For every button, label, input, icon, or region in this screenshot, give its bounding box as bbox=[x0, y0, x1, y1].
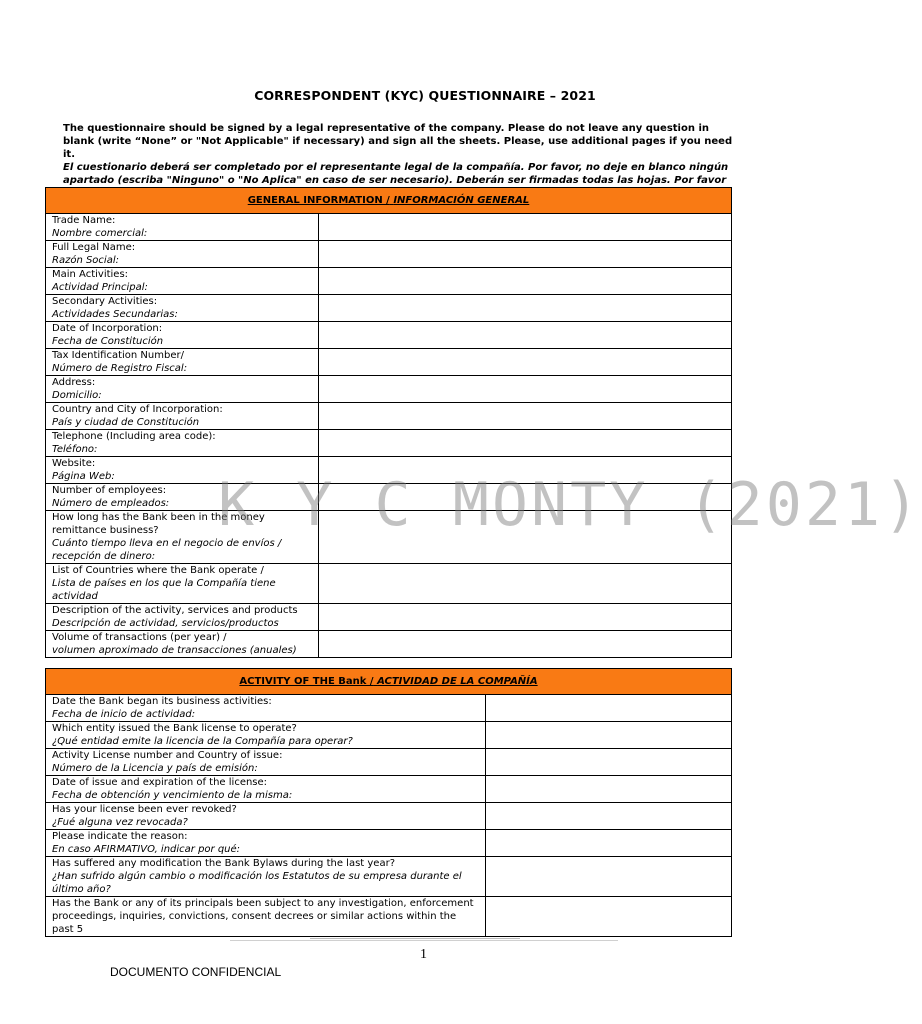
footer-divider bbox=[230, 940, 618, 941]
answer-field[interactable] bbox=[319, 604, 732, 631]
answer-field[interactable] bbox=[486, 857, 732, 897]
bank-activity-heading bbox=[46, 669, 732, 695]
form-row bbox=[46, 403, 732, 430]
field-label-spanish: Domicilio: bbox=[52, 390, 102, 401]
form-row bbox=[46, 484, 732, 511]
field-label-english: List of Countries where the Bank operate / bbox=[52, 565, 264, 576]
field-label-english: Which entity issued the Bank license to operate? bbox=[52, 723, 297, 734]
field-label-english: Full Legal Name: bbox=[52, 242, 136, 253]
watermark: K Y C MONTY (2021) bbox=[218, 470, 922, 540]
form-row bbox=[46, 631, 732, 658]
field-label-english: Telephone (Including area code): bbox=[52, 431, 216, 442]
field-label-spanish: Página Web: bbox=[52, 471, 115, 482]
answer-field[interactable] bbox=[319, 457, 732, 484]
field-label bbox=[46, 376, 319, 403]
answer-field[interactable] bbox=[486, 749, 732, 776]
field-label-english: Has suffered any modification the Bank Bylaws during the last year? bbox=[52, 858, 396, 869]
form-row bbox=[46, 722, 732, 749]
answer-field[interactable] bbox=[319, 349, 732, 376]
field-label bbox=[46, 430, 319, 457]
form-row bbox=[46, 511, 732, 564]
answer-field[interactable] bbox=[319, 295, 732, 322]
form-row bbox=[46, 857, 732, 897]
form-row bbox=[46, 295, 732, 322]
field-label-english: Volume of transactions (per year) / bbox=[52, 632, 227, 643]
answer-field[interactable] bbox=[319, 631, 732, 658]
field-label bbox=[46, 857, 486, 897]
answer-field[interactable] bbox=[319, 403, 732, 430]
field-label bbox=[46, 564, 319, 604]
field-label-english: How long has the Bank been in the money remittance business? bbox=[52, 512, 265, 536]
form-row bbox=[46, 268, 732, 295]
answer-field[interactable] bbox=[319, 511, 732, 564]
general-information-table bbox=[45, 187, 732, 658]
answer-field[interactable] bbox=[486, 897, 732, 937]
form-row bbox=[46, 897, 732, 937]
field-label-english: Description of the activity, services and products bbox=[52, 605, 298, 616]
field-label-english: Country and City of Incorporation: bbox=[52, 404, 223, 415]
field-label bbox=[46, 457, 319, 484]
field-label-spanish: ¿Han sufrido algún cambio o modificación los Estatutos de su empresa durante el último año? bbox=[52, 871, 462, 895]
answer-field[interactable] bbox=[319, 214, 732, 241]
answer-field[interactable] bbox=[319, 564, 732, 604]
field-label-english: Date of Incorporation: bbox=[52, 323, 163, 334]
answer-field[interactable] bbox=[486, 803, 732, 830]
field-label-spanish: Actividades Secundarias: bbox=[52, 309, 178, 320]
instructions-spanish: El cuestionario deberá ser completado por el representante legal de la compañía. Por favor, no deje en blanco ningún apartado (escriba "Ninguno" o "No Aplica" en caso de ser necesario). Deberán ser firmadas todas las hojas. Por favor bbox=[63, 162, 729, 186]
field-label bbox=[46, 268, 319, 295]
field-label bbox=[46, 295, 319, 322]
field-label bbox=[46, 749, 486, 776]
general-information-heading bbox=[46, 188, 732, 214]
field-label-spanish: Número de Registro Fiscal: bbox=[52, 363, 188, 374]
field-label bbox=[46, 897, 486, 937]
field-label bbox=[46, 803, 486, 830]
answer-field[interactable] bbox=[319, 376, 732, 403]
field-label-spanish: Número de empleados: bbox=[52, 498, 170, 509]
document-title: CORRESPONDENT (KYC) QUESTIONNAIRE – 2021 bbox=[254, 88, 596, 103]
form-row bbox=[46, 214, 732, 241]
footer-rule bbox=[310, 938, 520, 939]
heading-english: ACTIVITY OF THE Bank / bbox=[239, 676, 374, 687]
field-label-spanish: Lista de países en los que la Compañía tiene actividad bbox=[52, 578, 276, 602]
form-row bbox=[46, 430, 732, 457]
bank-activity-table bbox=[45, 668, 732, 937]
field-label-spanish: Razón Social: bbox=[52, 255, 119, 266]
heading-spanish: INFORMACIÓN GENERAL bbox=[393, 195, 530, 206]
field-label-spanish: ¿Qué entidad emite la licencia de la Compañía para operar? bbox=[52, 736, 353, 747]
field-label-spanish: volumen aproximado de transacciones (anuales) bbox=[52, 645, 297, 656]
heading-spanish: ACTIVIDAD DE LA COMPAÑÍA bbox=[377, 676, 538, 687]
form-row bbox=[46, 604, 732, 631]
field-label-english: Date the Bank began its business activities: bbox=[52, 696, 272, 707]
heading-english: GENERAL INFORMATION / bbox=[247, 195, 390, 206]
form-row bbox=[46, 349, 732, 376]
field-label-spanish: Fecha de Constitución bbox=[52, 336, 164, 347]
form-row bbox=[46, 564, 732, 604]
instructions-english: The questionnaire should be signed by a legal representative of the company. Please do not leave any question in blank (write “None” or "Not Applicable" if necessary) and sign all the sheets. Please, use additional pages if you need it. bbox=[63, 123, 733, 160]
confidential-label: DOCUMENTO CONFIDENCIAL bbox=[110, 965, 282, 979]
field-label-spanish: Nombre comercial: bbox=[52, 228, 148, 239]
field-label bbox=[46, 604, 319, 631]
form-row bbox=[46, 457, 732, 484]
field-label-english: Address: bbox=[52, 377, 96, 388]
form-row bbox=[46, 376, 732, 403]
answer-field[interactable] bbox=[319, 268, 732, 295]
field-label bbox=[46, 511, 319, 564]
field-label bbox=[46, 214, 319, 241]
field-label-spanish: Teléfono: bbox=[52, 444, 98, 455]
field-label-english: Number of employees: bbox=[52, 485, 167, 496]
form-row bbox=[46, 749, 732, 776]
field-label bbox=[46, 322, 319, 349]
field-label-english: Please indicate the reason: bbox=[52, 831, 188, 842]
field-label-english: Secondary Activities: bbox=[52, 296, 158, 307]
field-label-english: Main Activities: bbox=[52, 269, 129, 280]
answer-field[interactable] bbox=[319, 430, 732, 457]
form-row bbox=[46, 241, 732, 268]
field-label bbox=[46, 484, 319, 511]
field-label-english: Tax Identification Number/ bbox=[52, 350, 184, 361]
answer-field[interactable] bbox=[319, 241, 732, 268]
field-label-spanish: Actividad Principal: bbox=[52, 282, 148, 293]
field-label-english: Has the Bank or any of its principals been subject to any investigation, enforcement proceedings, inquiries, convictions, consent decrees or similar actions within the past 5 bbox=[52, 898, 474, 935]
field-label-spanish: Número de la Licencia y país de emisión: bbox=[52, 763, 258, 774]
form-row bbox=[46, 803, 732, 830]
field-label bbox=[46, 695, 486, 722]
field-label-english: Website: bbox=[52, 458, 96, 469]
field-label bbox=[46, 631, 319, 658]
answer-field[interactable] bbox=[486, 776, 732, 803]
field-label-spanish: Cuánto tiempo lleva en el negocio de envíos / recepción de dinero: bbox=[52, 538, 282, 562]
field-label-spanish: ¿Fué alguna vez revocada? bbox=[52, 817, 188, 828]
field-label-english: Has your license been ever revoked? bbox=[52, 804, 237, 815]
field-label bbox=[46, 241, 319, 268]
field-label-spanish: Fecha de inicio de actividad: bbox=[52, 709, 196, 720]
field-label-spanish: Descripción de actividad, servicios/productos bbox=[52, 618, 279, 629]
field-label-english: Date of issue and expiration of the license: bbox=[52, 777, 268, 788]
field-label-spanish: País y ciudad de Constitución bbox=[52, 417, 200, 428]
field-label bbox=[46, 403, 319, 430]
form-row bbox=[46, 776, 732, 803]
form-row bbox=[46, 695, 732, 722]
answer-field[interactable] bbox=[319, 484, 732, 511]
answer-field[interactable] bbox=[486, 695, 732, 722]
field-label-english: Activity License number and Country of issue: bbox=[52, 750, 283, 761]
answer-field[interactable] bbox=[319, 322, 732, 349]
field-label-english: Trade Name: bbox=[52, 215, 116, 226]
answer-field[interactable] bbox=[486, 722, 732, 749]
field-label-spanish: En caso AFIRMATIVO, indicar por qué: bbox=[52, 844, 241, 855]
field-label bbox=[46, 349, 319, 376]
field-label bbox=[46, 722, 486, 749]
page-number: 1 bbox=[420, 947, 427, 962]
field-label-spanish: Fecha de obtención y vencimiento de la misma: bbox=[52, 790, 293, 801]
field-label bbox=[46, 776, 486, 803]
answer-field[interactable] bbox=[486, 830, 732, 857]
form-row bbox=[46, 322, 732, 349]
field-label bbox=[46, 830, 486, 857]
form-row bbox=[46, 830, 732, 857]
